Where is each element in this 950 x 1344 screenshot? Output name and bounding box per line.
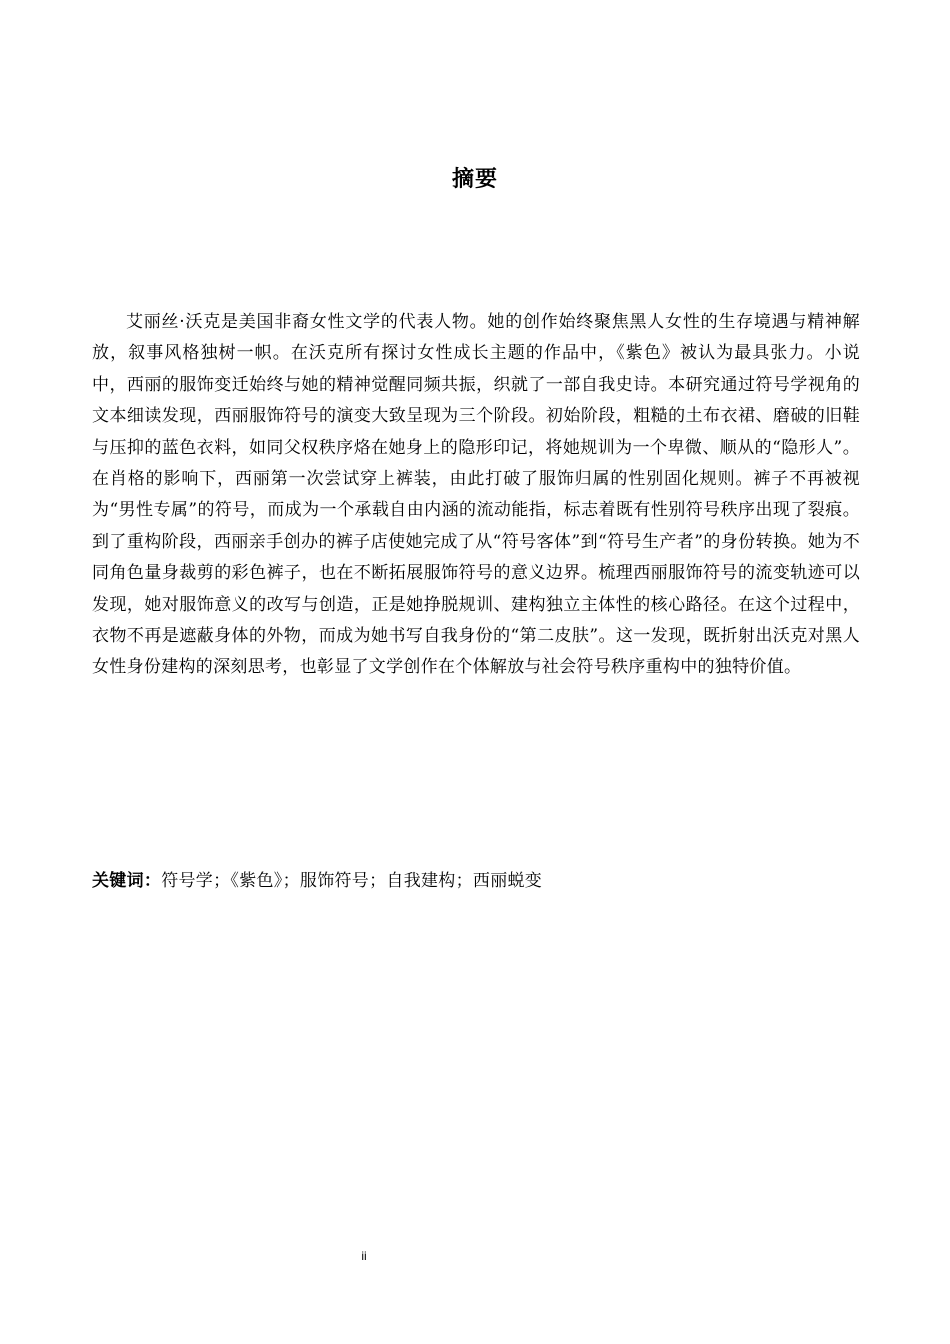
page-number: ii (361, 1249, 367, 1263)
keywords-label: 关键词： (92, 871, 162, 891)
keywords-line (92, 866, 860, 897)
keywords-text: 符号学；《紫色》；服饰符号；自我建构；西丽蜕变 (161, 871, 543, 891)
abstract-heading: 摘要 (451, 167, 498, 192)
abstract-body: 艾丽丝·沃克是美国非裔女性文学的代表人物。她的创作始终聚焦黑人女性的生存境遇与精神解放，叙事风格独树一帜。在沃克所有探讨女性成长主题的作品中，《紫色》被认为最具张力。小说中，西丽的服饰变迁始终与她的精神觉醒同频共振，织就了一部自我史诗。本研究通过符号学视角的文本细读发现，西丽服饰符号的演变大致呈现为三个阶段。初始阶段，粗糙的土布衣裙、磨破的旧鞋与压抑的蓝色衣料，如同父权秩序烙在她身上的隐形印记，将她规训为一个卑微、顺从的“隐形人”。在肖格的影响下，西丽第一次尝试穿上裤装，由此打破了服饰归属的性别固化规则。裤子不再被视为“男性专属”的符号，而成为一个承载自由内涵的流动能指，标志着既有性别符号秩序出现了裂痕。到了重构阶段，西丽亲手创办的裤子店使她完成了从“符号客体”到“符号生产者”的身份转换。她为不同角色量身裁剪的彩色裤子，也在不断拓展服饰符号的意义边界。梳理西丽服饰符号的流变轨迹可以发现，她对服饰意义的改写与创造，正是她挣脱规训、建构独立主体性的核心路径。在这个过程中，衣物不再是遮蔽身体的外物，而成为她书写自我身份的“第二皮肤”。这一发现，既折射出沃克对黑人女性身份建构的深刻思考，也彰显了文学创作在个体解放与社会符号秩序重构中的独特价值。 (92, 312, 860, 678)
